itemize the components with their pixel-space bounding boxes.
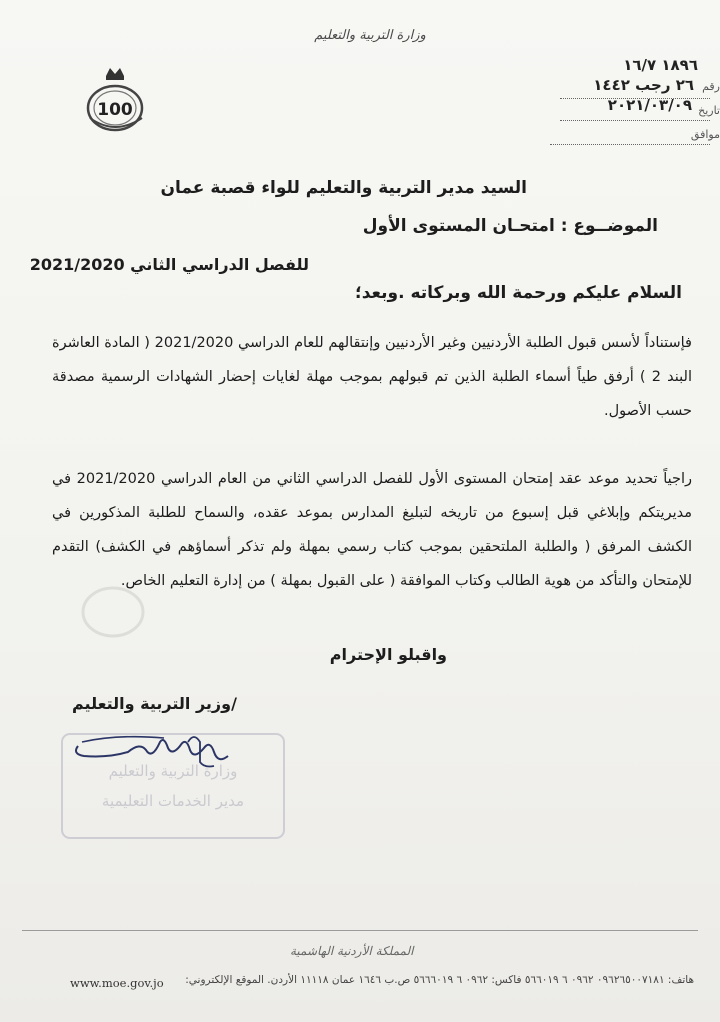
greeting: السلام عليكم ورحمة الله وبركاته .وبعد؛ [354, 283, 682, 303]
footer-kingdom: المملكة الأردنية الهاشمية [290, 944, 414, 958]
attachment-underline [550, 144, 710, 145]
footer-contact: هاتف: ٠٩٦٢٦٥٠٠٧١٨١ ٠٩٦٢ ٦ ٥٦٦٠١٩ فاكس: ٠٩٦٢ ٦ ٥٦٦٦٠١٩ ص.ب ١٦٤٦ عمان ١١١١٨ الأردن. الموقع الإلكتروني: [185, 974, 694, 986]
reference-number: ١٨٩٦ ١٦/٧ [623, 56, 698, 74]
logo-text: 100 [97, 100, 133, 120]
subject-line-2: للفصل الدراسي الثاني 2021/2020 [29, 255, 309, 274]
ref-underline [560, 98, 710, 99]
date-underline [560, 120, 710, 121]
centennial-crown-logo [84, 62, 146, 134]
hijri-date: ٢٦ رجب ١٤٤٢ [593, 76, 694, 94]
closing: واقبلو الإحترام [329, 645, 447, 664]
signatory-title: /وزير التربية والتعليم [72, 694, 237, 713]
paragraph-2: راجياً تحديد موعد عقد إمتحان المستوى الأول للفصل الدراسي الثاني من العام الدراسي 2021/2020 في مديريتكم وإبلاغي قبل إسبوع من تاريخه لتبليغ المدارس بموعد عقده، والسماح للطلبة المذكورين في الكشف المرفق ( والطلبة الملتحقين بموجب كتاب رسمي بمهلة ولم تذكر أسماؤهم في الكشف) التقدم للإمتحان والتأكد من هوية الطالب وكتاب الموافقة ( على القبول بمهلة ) من إدارة التعليم الخاص. [52, 471, 692, 589]
stamp-line-2: مدير الخدمات التعليمية [101, 792, 245, 810]
attachment-label: موافق [690, 128, 720, 141]
date-label: تاريخ [698, 104, 720, 117]
watermark-logo [78, 582, 148, 642]
reference-label: رقم [702, 80, 720, 93]
ministry-header: وزارة التربية والتعليم [314, 28, 426, 43]
crown-icon [106, 68, 124, 76]
subject: الموضــوع : امتحـان المستوى الأول [362, 216, 658, 236]
stamp-line-1: وزارة التربية والتعليم [108, 762, 238, 780]
footer-divider [22, 930, 698, 931]
handwritten-signature [68, 712, 238, 782]
paragraph-1: فإستناداً لأسس قبول الطلبة الأردنيين وغير الأردنيين وإنتقالهم للعام الدراسي 2021/2020 ( المادة العاشرة البند 2 ) أرفق طياً أسماء الطلبة الذين تم قبولهم بموجب مهلة لغايات إحضار الشهادات الرسمية مصدقة حسب الأصول. [52, 335, 692, 419]
footer-website: www.moe.gov.jo [70, 976, 164, 990]
recipient: السيد مدير التربية والتعليم للواء قصبة عمان [160, 178, 527, 198]
gregorian-date: ٢٠٢١/٠٣/٠٩ [607, 96, 692, 114]
